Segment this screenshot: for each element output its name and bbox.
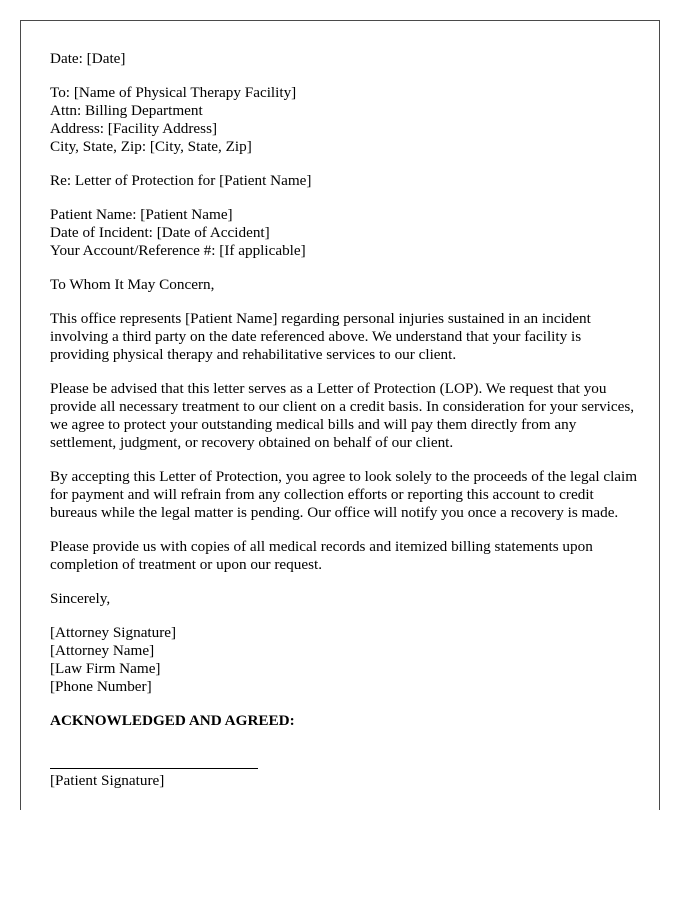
recipient-to: To: [Name of Physical Therapy Facility] — [50, 84, 297, 101]
acknowledgment-heading: ACKNOWLEDGED AND AGREED: — [50, 712, 295, 729]
recipient-address: Address: [Facility Address] — [50, 120, 218, 137]
closing-block — [50, 590, 640, 608]
attorney-signature: [Attorney Signature] — [50, 624, 177, 641]
attorney-name: [Attorney Name] — [50, 642, 155, 659]
letter-page — [20, 20, 660, 810]
salutation: To Whom It May Concern, — [50, 276, 215, 293]
paragraph-records-request: Please provide us with copies of all medical records and itemized billing statements upon completion of treatment or upon our request. — [50, 538, 593, 573]
signature-block — [50, 624, 640, 696]
salutation-block — [50, 276, 640, 294]
paragraph-acceptance: By accepting this Letter of Protection, you agree to look solely to the proceeds of the legal claim for payment and will refrain from any collection efforts or reporting this account to credit bureaus while the legal matter is pending. Our office will notify you once a recovery is made. — [50, 468, 638, 521]
account-reference-line: Your Account/Reference #: [If applicable] — [50, 242, 306, 259]
recipient-attn: Attn: Billing Department — [50, 102, 203, 119]
details-block — [50, 206, 640, 260]
letter-body — [50, 50, 640, 790]
patient-name-line: Patient Name: [Patient Name] — [50, 206, 233, 223]
subject-line: Re: Letter of Protection for [Patient Name] — [50, 172, 312, 189]
letter-date: Date: [Date] — [50, 50, 126, 67]
subject-block — [50, 172, 640, 190]
recipient-block — [50, 84, 640, 156]
law-firm-name: [Law Firm Name] — [50, 660, 161, 677]
date-block — [50, 50, 640, 68]
patient-signature-label: [Patient Signature] — [50, 772, 165, 789]
recipient-city: City, State, Zip: [City, State, Zip] — [50, 138, 252, 155]
paragraph-representation: This office represents [Patient Name] regarding personal injuries sustained in an incident involving a third party on the date referenced above. We understand that your facility is providing physical therapy and rehabilitative services to our client. — [50, 310, 591, 363]
incident-date-line: Date of Incident: [Date of Accident] — [50, 224, 270, 241]
patient-signature-line — [50, 746, 258, 769]
closing: Sincerely, — [50, 590, 111, 607]
paragraph-lop-terms: Please be advised that this letter serves as a Letter of Protection (LOP). We request that you provide all necessary treatment to our client on a credit basis. In consideration for your services, we agree to protect your outstanding medical bills and will pay them directly from any settlement, judgment, or recovery obtained on behalf of our client. — [50, 380, 635, 451]
phone-number: [Phone Number] — [50, 678, 152, 695]
